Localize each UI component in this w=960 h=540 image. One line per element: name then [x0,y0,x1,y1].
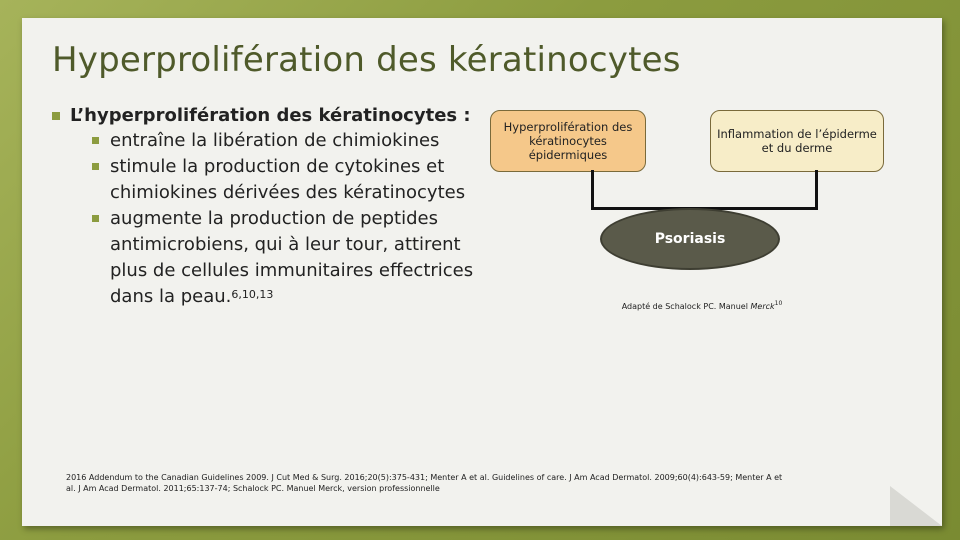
hyperproliferation-label: Hyperprolifération des kératinocytes épidermiques [503,120,633,162]
adaptation-italic: Merck [750,302,775,311]
bullet-sub-text: stimule la production de cytokines et chimiokines dérivées des kératinocytes [110,156,466,203]
bullet-main [52,104,492,128]
adaptation-superscript: 10 [774,300,783,307]
bullet-square-icon [52,112,60,120]
references: 2016 Addendum to the Canadian Guidelines 2009. J Cut Med & Surg. 2016;20(5):375-431; Menter A et al. Guidelines of care. J Am Acad Dermatol. 2009;60(4):643-59; Menter A et al. J Am Acad Dermatol. 2011;65:137-74; Schalock PC. Manuel Merck, version professionnelle [66,473,783,493]
page-curl [890,486,942,526]
adaptation-note [602,302,802,311]
bullet-sub-1 [92,128,492,154]
slide-title: Hyperprolifération des kératinocytes [52,40,681,80]
psoriasis-label: Psoriasis [654,231,726,247]
bullet-main-text: L’hyperprolifération des kératinocytes : [70,105,471,126]
bullet-sub-text: entraîne la libération de chimiokines [110,130,440,151]
bullet-list [52,104,492,310]
citation-superscript: 6,10,13 [231,288,274,301]
bullet-square-icon [92,215,99,222]
psoriasis-oval [600,208,780,270]
bullet-square-icon [92,137,99,144]
connector-right [815,170,818,210]
adaptation-text: Adapté de Schalock PC. Manuel [621,302,751,311]
bullet-sub-2 [92,154,492,206]
bullet-sub-text: augmente la production de peptides antimicrobiens, qui à leur tour, attirent plus de cellules immunitaires effectrices dans la peau. [110,208,474,307]
connector-left [591,170,594,210]
bullet-sub-3 [92,206,492,310]
inflammation-label: Inflammation de l’épiderme et du derme [717,127,877,155]
bullet-square-icon [92,163,99,170]
hyperproliferation-box [490,110,646,172]
inflammation-box [710,110,884,172]
